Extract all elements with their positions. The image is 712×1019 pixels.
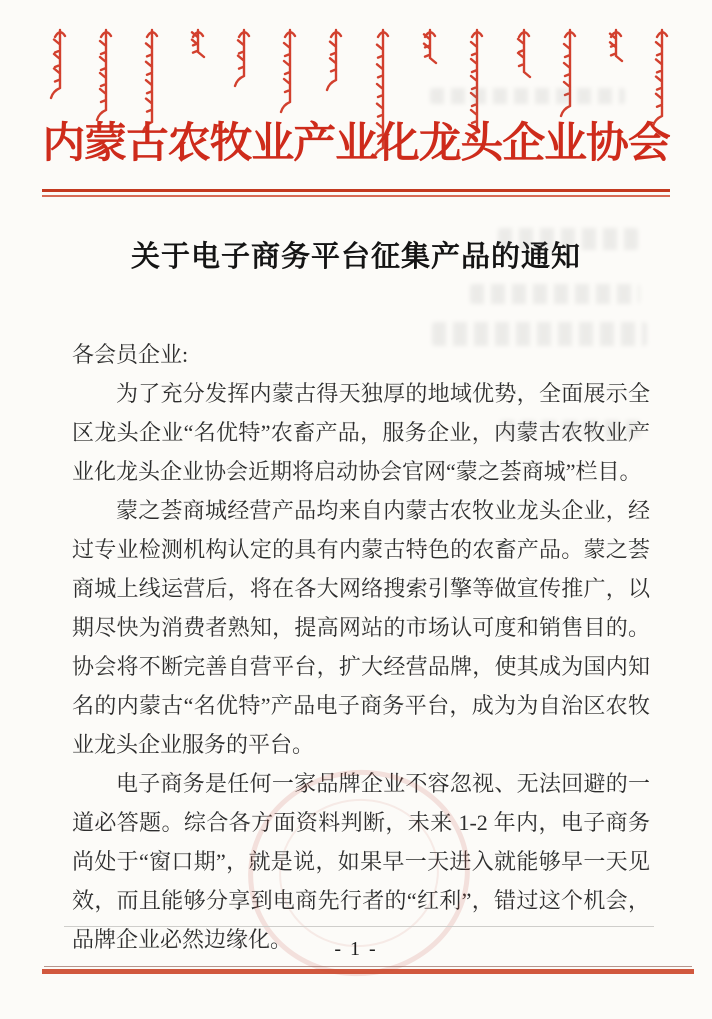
salutation: 各会员企业: <box>72 342 189 367</box>
header-double-rule <box>42 189 670 197</box>
masthead-spacer <box>0 0 712 112</box>
document-body <box>72 335 650 959</box>
footer-hairline <box>64 926 654 927</box>
paragraph-1: 为了充分发挥内蒙古得天独厚的地域优势，全面展示全区龙头企业“名优特”农畜产品，服务企业，内蒙古农牧业产业化龙头企业协会近期将启动协会官网“蒙之荟商城”栏目。 <box>72 381 650 484</box>
bottom-rule-thin <box>44 966 692 967</box>
org-name-header: 内蒙古农牧业产业化龙头企业协会 <box>42 121 670 167</box>
bleedthrough-mark <box>470 284 640 304</box>
page-number: - 1 - <box>334 938 378 960</box>
bottom-rule-red <box>42 969 694 974</box>
document-title: 关于电子商务平台征集产品的通知 <box>130 241 581 273</box>
header-rule-thin <box>42 195 670 197</box>
paragraph-2: 蒙之荟商城经营产品均来自内蒙古农牧业龙头企业，经过专业检测机构认定的具有内蒙古特色的农畜产品。蒙之荟商城上线运营后，将在各大网络搜索引擎等做宣传推广，以期尽快为消费者熟知，提高网站的市场认可度和销售目的。协会将不断完善自营平台，扩大经营品牌，使其成为国内知名的内蒙古“名优特”产品电子商务平台，成为为自治区农牧业龙头企业服务的平台。 <box>72 498 650 757</box>
paragraph-3: 电子商务是任何一家品牌企业不容忽视、无法回避的一道必答题。综合各方面资料判断，未来 1-2 年内，电子商务尚处于“窗口期”，就是说，如果早一天进入就能够早一天见效，而且能够分享到电商先行者的“红利”，错过这个机会，品牌企业必然边缘化。 <box>72 771 650 952</box>
